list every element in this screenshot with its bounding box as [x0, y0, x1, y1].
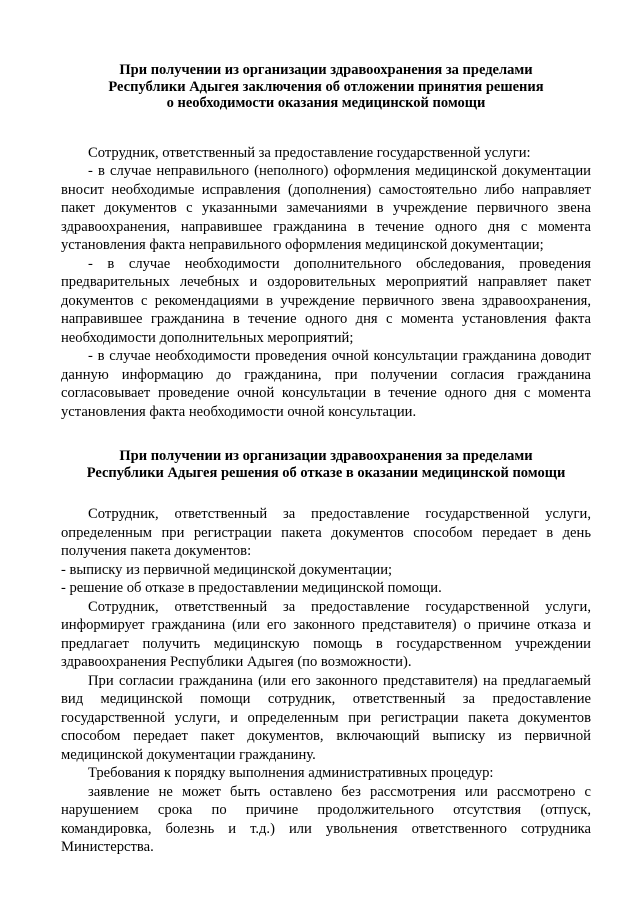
paragraph: - в случае необходимости проведения очной консультации гражданина доводит данную информацию до гражданина, при получении согласия гражданина согласовывает проведение очной консультации в течение одного дня с момента установления факта необходимости очной консультации.: [61, 348, 591, 420]
paragraph: При согласии гражданина (или его законного представителя) на предлагаемый вид медицинской помощи сотрудник, ответственный за предоставление государственной услуги, и определенным при регистрации пакета документов способом передает пакет документов, включающий выписку из первичной медицинской документации гражданину.: [61, 672, 591, 763]
section-heading-deferral: [61, 62, 591, 112]
heading-line: о необходимости оказания медицинской помощи: [166, 95, 486, 111]
paragraph: Сотрудник, ответственный за предоставление государственной услуги, информирует гражданина (или его законного представителя) о причине отказа и предлагает получить медицинскую помощь в государственном учреждении здравоохранения Республики Адыгея (по возможности).: [61, 598, 591, 670]
paragraph: - в случае необходимости дополнительного обследования, проведения предварительных лечебных и оздоровительных мероприятий направляет пакет документов с рекомендациями в учреждение первичного звена здравоохранения, направившее гражданина в течение одного дня с момента установления факта необходимости дополнительных мероприятий;: [61, 255, 591, 346]
heading-line: При получении из организации здравоохранения за пределами: [119, 448, 533, 464]
document-page: [61, 62, 591, 857]
heading-line: Республики Адыгея решения об отказе в оказании медицинской помощи: [86, 464, 566, 481]
heading-line: Республики Адыгея заключения об отложении принятия решения: [108, 78, 544, 95]
heading-line: При получении из организации здравоохранения за пределами: [119, 62, 533, 78]
paragraph: - в случае неправильного (неполного) оформления медицинской документации вносит необходимые исправления (дополнения) самостоятельно либо направляет пакет документов с указанными замечаниями в учреждение первичного звена здравоохранения, направившее гражданина в течение одного дня с момента установления факта неправильного оформления медицинской документации;: [61, 163, 591, 253]
paragraph: Требования к порядку выполнения административных процедур:: [88, 765, 494, 781]
list-item: - выписку из первичной медицинской документации;: [61, 561, 393, 578]
list-item: - решение об отказе в предоставлении медицинской помощи.: [61, 580, 442, 596]
section-deferral-body: [61, 144, 591, 422]
paragraph: заявление не может быть оставлено без рассмотрения или рассмотрено с нарушением срока по причине продолжительного отсутствия (отпуск, командировка, болезнь и т.д.) или увольнения ответственного сотрудника Министерства.: [61, 783, 591, 855]
section-heading-refusal: [61, 448, 591, 481]
section-refusal-body: [61, 505, 591, 857]
paragraph: Сотрудник, ответственный за предоставление государственной услуги, определенным при регистрации пакета документов способом передает в день получения пакета документов:: [61, 506, 591, 559]
paragraph: Сотрудник, ответственный за предоставление государственной услуги:: [88, 144, 531, 161]
